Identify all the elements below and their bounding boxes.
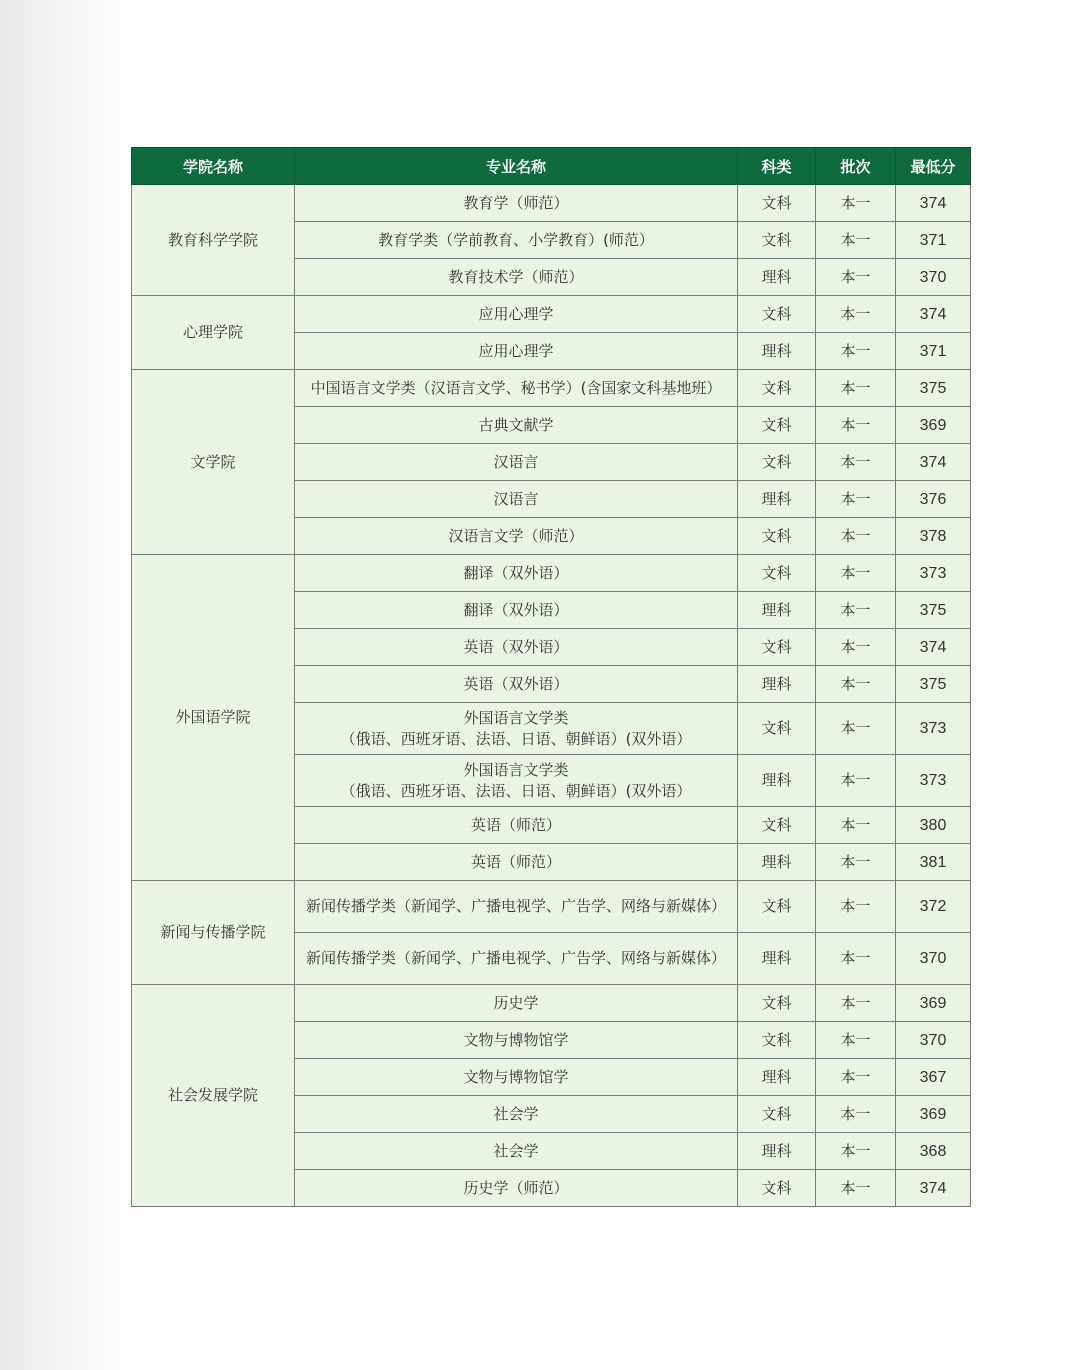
category-cell: 文科 <box>738 518 816 555</box>
min-score-cell: 370 <box>896 933 971 985</box>
college-name-cell: 社会发展学院 <box>132 985 295 1207</box>
category-cell: 理科 <box>738 1133 816 1170</box>
table-body <box>132 185 971 1207</box>
table-row <box>132 555 971 592</box>
category-cell: 文科 <box>738 222 816 259</box>
major-name-cell: 社会学 <box>295 1096 738 1133</box>
major-name-cell: 历史学（师范） <box>295 1170 738 1207</box>
category-cell: 理科 <box>738 666 816 703</box>
category-cell: 理科 <box>738 844 816 881</box>
batch-cell: 本一 <box>816 222 896 259</box>
category-cell: 文科 <box>738 296 816 333</box>
major-name-cell: 翻译（双外语） <box>295 555 738 592</box>
batch-cell: 本一 <box>816 185 896 222</box>
batch-cell: 本一 <box>816 1133 896 1170</box>
major-name-cell: 新闻传播学类（新闻学、广播电视学、广告学、网络与新媒体） <box>295 933 738 985</box>
min-score-cell: 374 <box>896 185 971 222</box>
header-min-score: 最低分 <box>896 148 971 185</box>
category-cell: 文科 <box>738 1170 816 1207</box>
college-name-cell: 文学院 <box>132 370 295 555</box>
batch-cell: 本一 <box>816 370 896 407</box>
header-batch: 批次 <box>816 148 896 185</box>
category-cell: 文科 <box>738 444 816 481</box>
batch-cell: 本一 <box>816 592 896 629</box>
college-name-cell: 新闻与传播学院 <box>132 881 295 985</box>
major-name-cell: 汉语言文学（师范） <box>295 518 738 555</box>
min-score-cell: 375 <box>896 666 971 703</box>
major-name-line: 外国语言文学类 <box>463 708 569 727</box>
header-category: 科类 <box>738 148 816 185</box>
admission-score-sheet <box>131 147 970 1207</box>
category-cell: 理科 <box>738 333 816 370</box>
table-row <box>132 296 971 333</box>
min-score-cell: 378 <box>896 518 971 555</box>
min-score-cell: 372 <box>896 881 971 933</box>
batch-cell: 本一 <box>816 1059 896 1096</box>
major-name-cell: 社会学 <box>295 1133 738 1170</box>
batch-cell: 本一 <box>816 1096 896 1133</box>
batch-cell: 本一 <box>816 296 896 333</box>
major-name-cell <box>295 703 738 755</box>
header-college: 学院名称 <box>132 148 295 185</box>
min-score-cell: 373 <box>896 703 971 755</box>
min-score-cell: 381 <box>896 844 971 881</box>
college-name-cell: 外国语学院 <box>132 555 295 881</box>
major-name-cell: 教育技术学（师范） <box>295 259 738 296</box>
min-score-cell: 369 <box>896 407 971 444</box>
min-score-cell: 374 <box>896 629 971 666</box>
min-score-cell: 375 <box>896 370 971 407</box>
major-name-cell: 汉语言 <box>295 481 738 518</box>
min-score-cell: 371 <box>896 333 971 370</box>
major-name-cell: 历史学 <box>295 985 738 1022</box>
batch-cell: 本一 <box>816 481 896 518</box>
min-score-cell: 376 <box>896 481 971 518</box>
major-name-cell: 英语（双外语） <box>295 666 738 703</box>
major-name-cell: 翻译（双外语） <box>295 592 738 629</box>
batch-cell: 本一 <box>816 259 896 296</box>
category-cell: 文科 <box>738 881 816 933</box>
batch-cell: 本一 <box>816 755 896 807</box>
category-cell: 理科 <box>738 933 816 985</box>
table-row <box>132 985 971 1022</box>
min-score-cell: 369 <box>896 985 971 1022</box>
min-score-cell: 374 <box>896 1170 971 1207</box>
min-score-cell: 370 <box>896 259 971 296</box>
category-cell: 文科 <box>738 1022 816 1059</box>
batch-cell: 本一 <box>816 407 896 444</box>
major-name-subline: （俄语、西班牙语、法语、日语、朝鲜语）(双外语） <box>340 729 692 748</box>
major-name-cell: 英语（师范） <box>295 844 738 881</box>
batch-cell: 本一 <box>816 1170 896 1207</box>
batch-cell: 本一 <box>816 1022 896 1059</box>
batch-cell: 本一 <box>816 518 896 555</box>
table-row <box>132 185 971 222</box>
category-cell: 理科 <box>738 481 816 518</box>
min-score-cell: 373 <box>896 755 971 807</box>
major-name-cell: 文物与博物馆学 <box>295 1022 738 1059</box>
batch-cell: 本一 <box>816 666 896 703</box>
major-name-cell: 应用心理学 <box>295 333 738 370</box>
category-cell: 文科 <box>738 370 816 407</box>
major-name-cell: 教育学（师范） <box>295 185 738 222</box>
category-cell: 文科 <box>738 807 816 844</box>
major-name-line: 外国语言文学类 <box>463 760 569 779</box>
category-cell: 文科 <box>738 629 816 666</box>
min-score-cell: 368 <box>896 1133 971 1170</box>
batch-cell: 本一 <box>816 629 896 666</box>
category-cell: 理科 <box>738 592 816 629</box>
batch-cell: 本一 <box>816 881 896 933</box>
min-score-cell: 375 <box>896 592 971 629</box>
major-name-cell: 教育学类（学前教育、小学教育）(师范） <box>295 222 738 259</box>
table-row <box>132 370 971 407</box>
major-name-cell: 新闻传播学类（新闻学、广播电视学、广告学、网络与新媒体） <box>295 881 738 933</box>
major-name-cell: 汉语言 <box>295 444 738 481</box>
batch-cell: 本一 <box>816 807 896 844</box>
min-score-cell: 374 <box>896 444 971 481</box>
category-cell: 文科 <box>738 555 816 592</box>
major-name-cell: 中国语言文学类（汉语言文学、秘书学）(含国家文科基地班） <box>295 370 738 407</box>
college-name-cell: 心理学院 <box>132 296 295 370</box>
college-name-cell: 教育科学学院 <box>132 185 295 296</box>
major-name-cell: 文物与博物馆学 <box>295 1059 738 1096</box>
major-name-subline: （俄语、西班牙语、法语、日语、朝鲜语）(双外语） <box>340 781 692 800</box>
min-score-cell: 370 <box>896 1022 971 1059</box>
table-row <box>132 881 971 933</box>
category-cell: 文科 <box>738 703 816 755</box>
batch-cell: 本一 <box>816 844 896 881</box>
category-cell: 文科 <box>738 185 816 222</box>
batch-cell: 本一 <box>816 333 896 370</box>
min-score-cell: 371 <box>896 222 971 259</box>
batch-cell: 本一 <box>816 985 896 1022</box>
category-cell: 理科 <box>738 1059 816 1096</box>
min-score-cell: 373 <box>896 555 971 592</box>
major-name-cell: 英语（双外语） <box>295 629 738 666</box>
min-score-cell: 374 <box>896 296 971 333</box>
category-cell: 文科 <box>738 1096 816 1133</box>
header-row <box>132 148 971 185</box>
major-name-cell: 古典文献学 <box>295 407 738 444</box>
category-cell: 理科 <box>738 755 816 807</box>
major-name-cell: 应用心理学 <box>295 296 738 333</box>
category-cell: 文科 <box>738 407 816 444</box>
admission-score-table <box>131 147 971 1207</box>
header-major: 专业名称 <box>295 148 738 185</box>
batch-cell: 本一 <box>816 555 896 592</box>
batch-cell: 本一 <box>816 703 896 755</box>
major-name-cell <box>295 755 738 807</box>
min-score-cell: 380 <box>896 807 971 844</box>
min-score-cell: 369 <box>896 1096 971 1133</box>
batch-cell: 本一 <box>816 933 896 985</box>
min-score-cell: 367 <box>896 1059 971 1096</box>
category-cell: 文科 <box>738 985 816 1022</box>
major-name-cell: 英语（师范） <box>295 807 738 844</box>
batch-cell: 本一 <box>816 444 896 481</box>
category-cell: 理科 <box>738 259 816 296</box>
